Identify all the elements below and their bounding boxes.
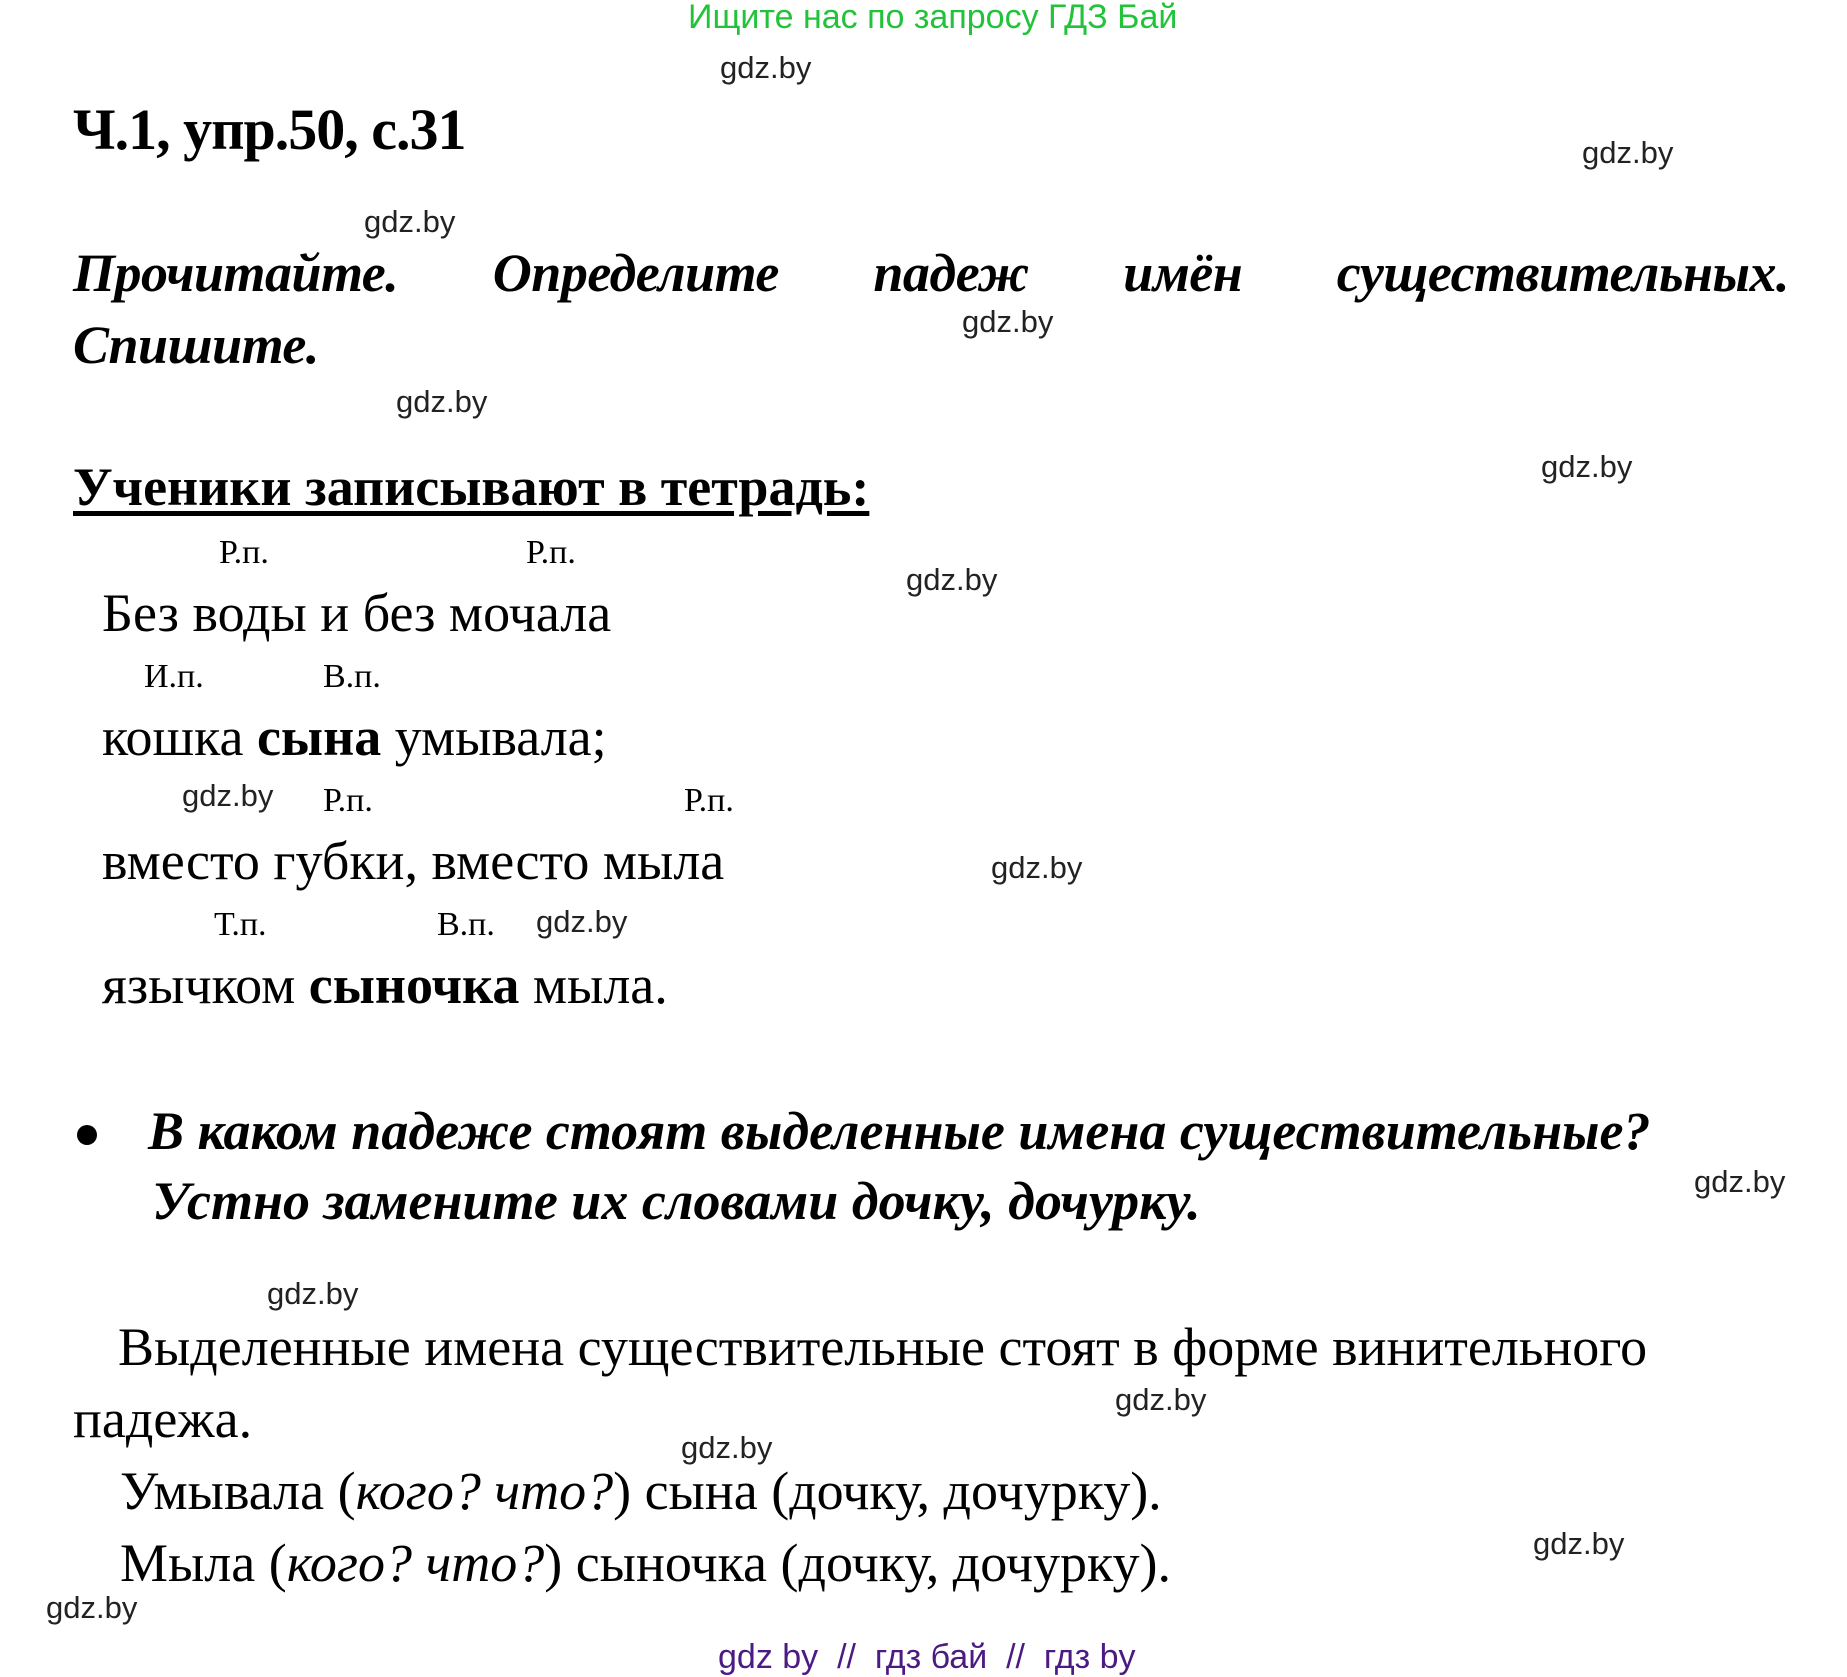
task-word: Прочитайте. [73,243,399,303]
task-word: падеж [873,243,1029,303]
watermark: gdz.by [906,562,998,597]
answer-example-1 [120,1460,1162,1522]
watermark: gdz.by [46,1590,138,1625]
watermark: gdz.by [1694,1164,1786,1199]
watermark: gdz.by [962,304,1054,339]
watermark: gdz.by [364,204,456,239]
highlighted-noun: сына [256,707,382,767]
watermark: gdz.by [1533,1526,1625,1561]
poem-line-4 [102,954,668,1016]
case-label: Р.п. [684,782,734,819]
watermark: gdz.by [396,384,488,419]
text: язычком [102,955,309,1015]
search-banner[interactable]: Ищите нас по запросу ГДЗ Бай [688,0,1178,36]
question-line-1: В каком падеже стоят выделенные имена существительные? [148,1101,1651,1161]
text: Умывала ( [120,1461,356,1521]
question-words: кого? что? [286,1533,545,1593]
case-label: В.п. [437,906,495,943]
task-line-2: Спишите. [73,315,319,375]
text: ) сыночка (дочку, дочурку). [544,1533,1171,1593]
answer-line-1: Выделенные имена существительные стоят в форме винительного [118,1317,1648,1377]
task-word: Определите [492,243,779,303]
text: кошка [102,707,257,767]
poem-line-3: вместо губки, вместо мыла [102,831,725,891]
page-title: Ч.1, упр.50, с.31 [73,97,466,162]
section-subheading: Ученики записывают в тетрадь: [73,457,870,517]
poem-line-2 [102,706,607,768]
watermark: gdz.by [536,904,628,939]
watermark: gdz.by [182,778,274,813]
watermark: gdz.by [1541,449,1633,484]
watermark: gdz.by [267,1276,359,1311]
answer-line-2: падежа. [73,1389,253,1449]
watermark: gdz.by [991,850,1083,885]
case-label: Т.п. [214,906,267,943]
text: ) сына (дочку, дочурку). [613,1461,1162,1521]
poem-line-1: Без воды и без мочала [102,583,612,643]
text: умывала; [381,707,607,767]
task-line-1 [73,242,1789,304]
watermark: gdz.by [1582,135,1674,170]
watermark: gdz.by [1115,1382,1207,1417]
text: Мыла ( [120,1533,287,1593]
task-word: существительных. [1336,243,1789,303]
case-label: В.п. [323,658,381,695]
footer-links[interactable]: gdz by // гдз бай // гдз by [718,1638,1136,1676]
highlighted-noun: сыночка [308,955,520,1015]
watermark: gdz.by [720,50,812,85]
case-label: Р.п. [526,534,576,571]
text: мыла. [519,955,668,1015]
case-label: Р.п. [323,782,373,819]
watermark: gdz.by [681,1430,773,1465]
case-label: Р.п. [219,534,269,571]
task-word: имён [1123,243,1243,303]
case-label: И.п. [144,658,204,695]
answer-example-2 [120,1532,1171,1594]
question-words: кого? что? [355,1461,614,1521]
bullet-icon [77,1125,97,1145]
question-line-2: Устно замените их словами дочку, дочурку. [152,1171,1201,1231]
